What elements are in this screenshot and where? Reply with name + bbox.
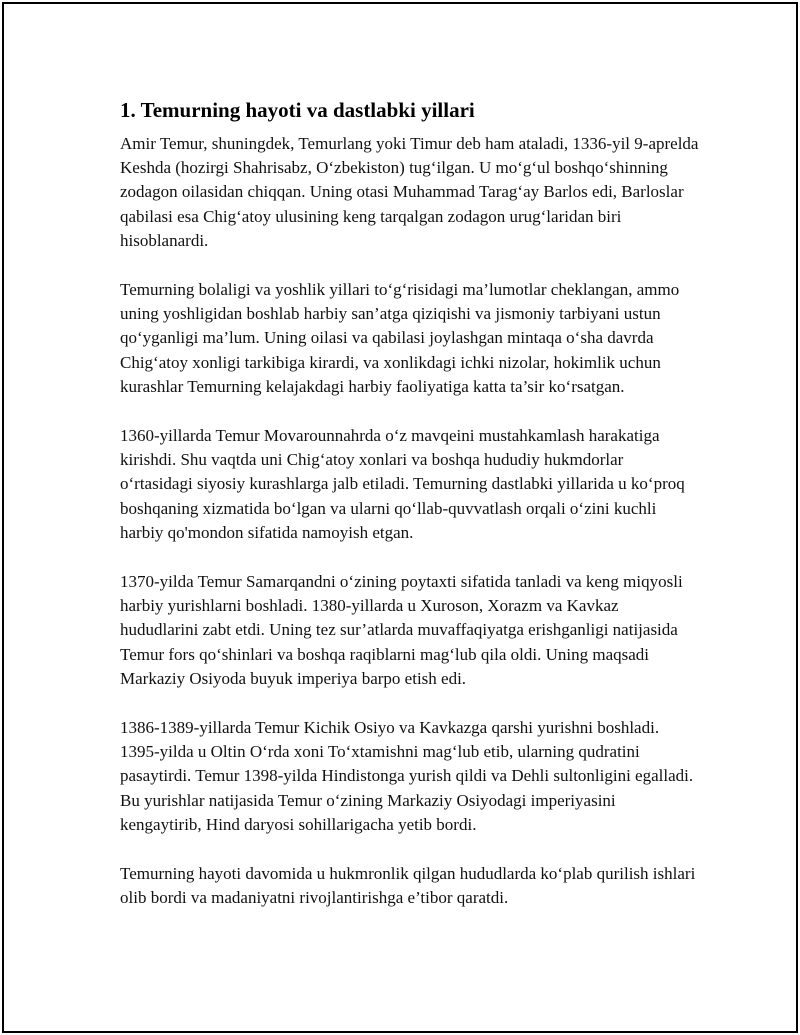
- paragraph-5: 1386-1389-yillarda Temur Kichik Osiyo va Kavkazga qarshi yurishni boshladi. 1395-yilda u Oltin O‘rda xoni To‘xtamishni mag‘lub etib, ularning qudratini pasaytirdi. Temur 1398-yilda Hindistonga yurish qildi va Dehli sultonligini egalladi. Bu yurishlar natijasida Temur o‘zining Markaziy Osiyodagi imperiyasini kengaytirib, Hind daryosi sohillarigacha yetib bordi.: [120, 718, 694, 834]
- page-frame: [2, 2, 798, 1033]
- paragraph-4: 1370-yilda Temur Samarqandni o‘zining poytaxti sifatida tanladi va keng miqyosli harbiy yurishlarni boshladi. 1380-yillarda u Xuroson, Xorazm va Kavkaz hududlarini zabt etdi. Uning tez sur’atlarda muvaffaqiyatga erishganligi natijasida Temur fors qo‘shinlari va boshqa raqiblarni mag‘lub qila oldi. Uning maqsadi Markaziy Osiyoda buyuk imperiya barpo etish edi.: [120, 572, 683, 688]
- section-heading: 1. Temurning hayoti va dastlabki yillari: [120, 98, 475, 122]
- paragraph-1: Amir Temur, shuningdek, Temurlang yoki Timur deb ham ataladi, 1336-yil 9-aprelda Keshda (hozirgi Shahrisabz, O‘zbekiston) tug‘ilgan. U mo‘g‘ul boshqo‘shinning zodagon oilasidan chiqqan. Uning otasi Muhammad Tarag‘ay Barlos edi, Barloslar qabilasi esa Chig‘atoy ulusining keng tarqalgan zodagon urug‘laridan biri hisoblanardi.: [120, 134, 699, 250]
- document-body: [120, 97, 700, 935]
- paragraph-2: Temurning bolaligi va yoshlik yillari to‘g‘risidagi ma’lumotlar cheklangan, ammo uning yoshligidan boshlab harbiy san’atga qiziqishi va jismoniy tarbiyani ustun qo‘yganligi ma’lum. Uning oilasi va qabilasi joylashgan mintaqa o‘sha davrda Chig‘atoy xonligi tarkibiga kirardi, va xonlikdagi ichki nizolar, hokimlik uchun kurashlar Temurning kelajakdagi harbiy faoliyatiga katta ta’sir ko‘rsatgan.: [120, 280, 680, 396]
- paragraph-6: Temurning hayoti davomida u hukmronlik qilgan hududlarda ko‘plab qurilish ishlari olib bordi va madaniyatni rivojlantirishga e’tibor qaratdi.: [120, 864, 696, 908]
- paragraph-3: 1360-yillarda Temur Movarounnahrda o‘z mavqeini mustahkamlash harakatiga kirishdi. Shu vaqtda uni Chig‘atoy xonlari va boshqa hududiy hukmdorlar o‘rtasidagi siyosiy kurashlarga jalb etiladi. Temurning dastlabki yillarida u ko‘proq boshqaning xizmatida bo‘lgan va ularni qo‘llab-quvvatlash orqali o‘zini kuchli harbiy qo'mondon sifatida namoyish etgan.: [120, 426, 685, 542]
